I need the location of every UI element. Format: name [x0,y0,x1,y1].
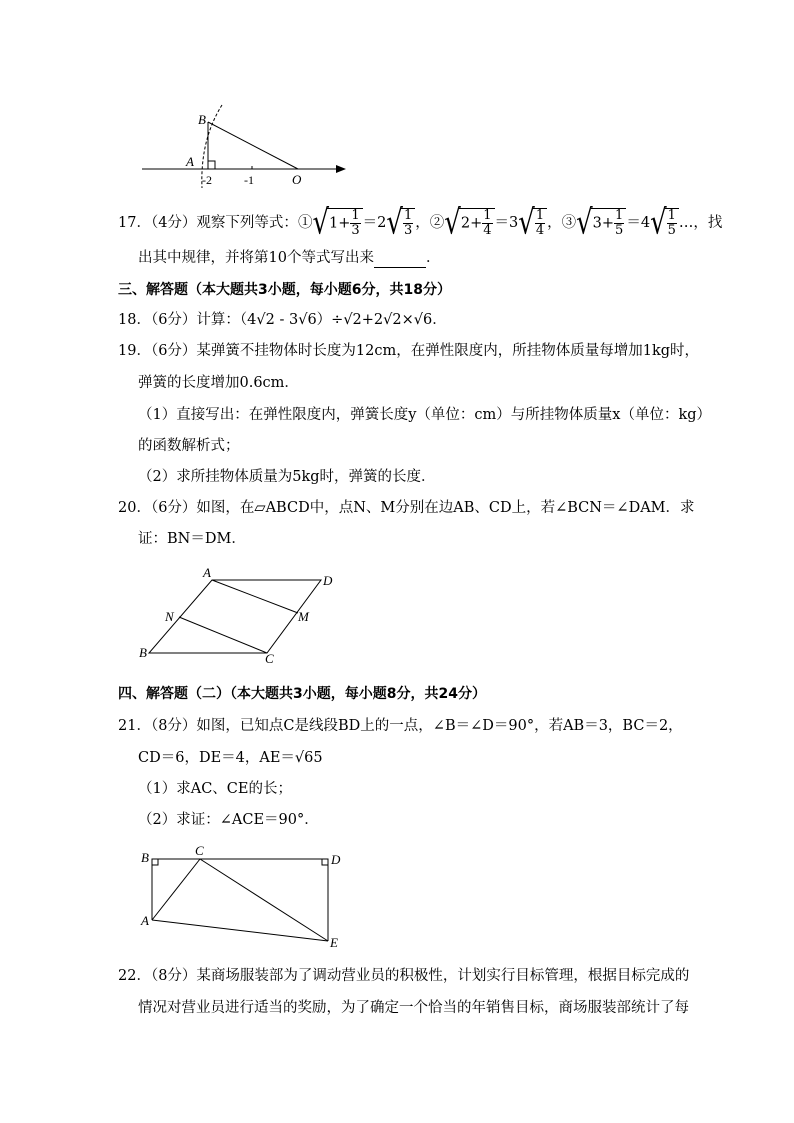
label-C: C [195,843,204,858]
parallelogram-figure [135,565,345,665]
number-line-figure [140,100,350,190]
label-B: B [139,645,147,660]
label-N: N [165,609,174,624]
q22-line1: 22．（8分）某商场服装部为了调动营业员的积极性，计划实行目标管理，根据目标完成的 [118,968,690,984]
label-minus1: -1 [244,173,254,187]
q17-line2: 出其中规律，并将第10个等式写出来 ． [138,250,441,266]
q19-sub1b: 的函数解析式； [138,438,240,454]
q17-line1: 17．（4分）观察下列等式：①√1+ $\frac{1}{3}$ ＝2√ $\frac{1}{3}$ ，②√2+ $\frac{1}{4}$ ＝3√ $\frac{1}{4}$ ，③√3+ $\frac{1}{5}$ ＝4√ $\frac{1}{5}$ …，找 [118,203,723,243]
label-E: E [330,935,338,950]
label-A: A [203,565,211,580]
q21-line1: 21．（8分）如图，已知点C是线段BD上的一点，∠B＝∠D＝90°，若AB＝3，BC＝2， [118,718,683,734]
q21-sub2: （2）求证：∠ACE＝90°． [138,812,319,828]
q21-line2: CD＝6，DE＝4，AE＝√65 [138,750,323,766]
q19-line1: 19．（6分）某弹簧不挂物体时长度为12cm，在弹性限度内，所挂物体质量每增加1kg时， [118,343,700,359]
label-D: D [331,852,341,867]
q18: 18．（6分）计算：（4√2 - 3√6）÷√2+2√2×√6． [118,312,447,328]
q20-line1: 20．（6分）如图，在▱ABCD中，点N、M分别在边AB、CD上，若∠BCN＝∠DAM．求 [118,500,695,516]
label-B: B [141,850,149,865]
answer-blank [374,253,426,268]
label-A: A [141,913,149,928]
label-A: A [186,154,194,169]
q19-sub2: （2）求所挂物体质量为5kg时，弹簧的长度． [138,469,436,485]
label-O: O [292,172,302,187]
q19-sub1: （1）直接写出：在弹性限度内，弹簧长度y（单位：cm）与所挂物体质量x（单位：kg） [138,407,712,423]
section-4-heading: 四、解答题（二）（本大题共3小题，每小题8分，共24分） [118,686,486,702]
quadrilateral-figure [138,843,348,953]
q21-sub1: （1）求AC、CE的长； [138,781,292,797]
q22-line2: 情况对营业员进行适当的奖励，为了确定一个恰当的年销售目标，商场服装部统计了每 [138,1000,689,1016]
label-D: D [323,573,333,588]
label-C: C [265,651,274,665]
label-B: B [198,112,206,127]
section-3-heading: 三、解答题（本大题共3小题，每小题6分，共18分） [118,282,451,298]
q19-line2: 弹簧的长度增加0.6cm． [138,375,299,391]
label-minus2: -2 [202,173,212,187]
q20-line2: 证：BN＝DM． [138,531,246,547]
label-M: M [298,609,309,624]
